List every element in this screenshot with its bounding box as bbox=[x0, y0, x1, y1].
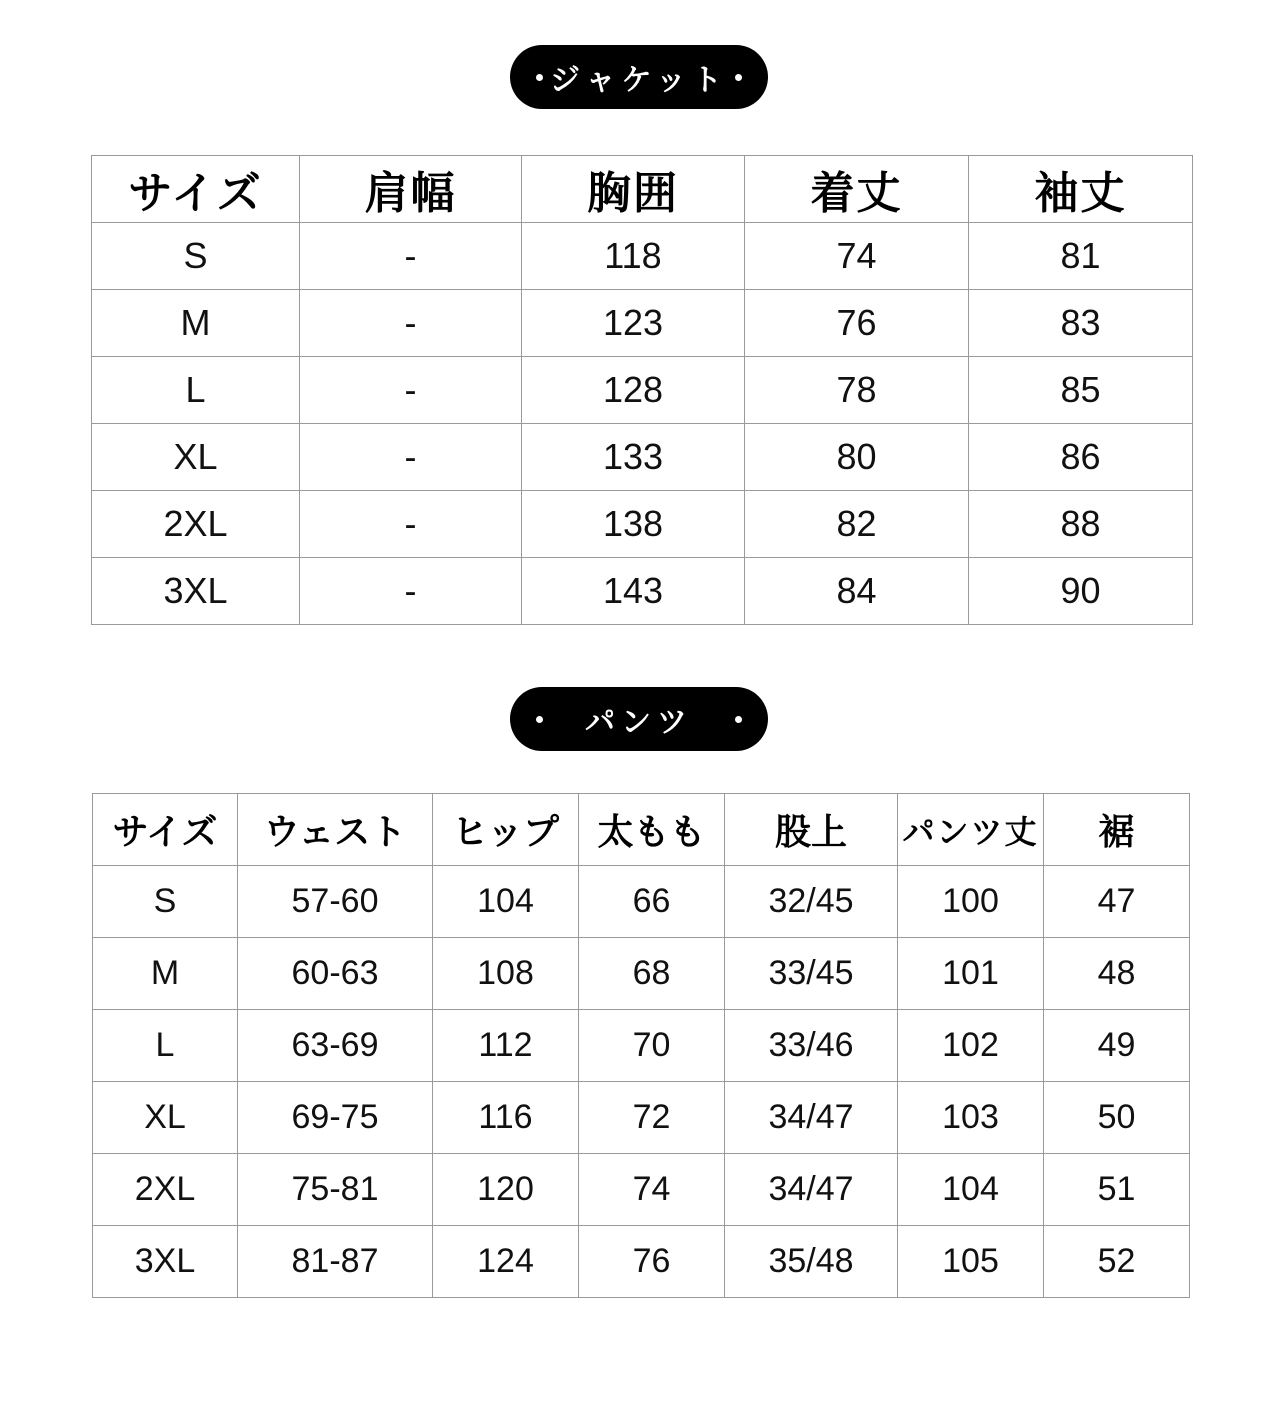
table-cell: 83 bbox=[969, 290, 1193, 357]
table-cell: 102 bbox=[898, 1010, 1044, 1082]
column-header-waist: ウェスト bbox=[238, 794, 433, 866]
table-row bbox=[92, 223, 1193, 290]
table-row bbox=[93, 1010, 1190, 1082]
table-cell: 52 bbox=[1044, 1226, 1190, 1298]
dot-icon bbox=[536, 74, 543, 81]
jacket-size-table bbox=[91, 155, 1193, 625]
column-header-shoulder-width: 肩幅 bbox=[300, 156, 522, 223]
table-cell: 34/47 bbox=[725, 1154, 898, 1226]
table-cell: 105 bbox=[898, 1226, 1044, 1298]
table-cell: 116 bbox=[433, 1082, 579, 1154]
table-cell: 74 bbox=[579, 1154, 725, 1226]
table-cell: 120 bbox=[433, 1154, 579, 1226]
table-cell: 80 bbox=[745, 424, 969, 491]
table-cell: 128 bbox=[522, 357, 745, 424]
table-cell: 51 bbox=[1044, 1154, 1190, 1226]
table-cell: 108 bbox=[433, 938, 579, 1010]
table-cell: 124 bbox=[433, 1226, 579, 1298]
table-cell: L bbox=[93, 1010, 238, 1082]
column-header-thigh: 太もも bbox=[579, 794, 725, 866]
table-row bbox=[93, 938, 1190, 1010]
table-cell: 32/45 bbox=[725, 866, 898, 938]
table-cell: 112 bbox=[433, 1010, 579, 1082]
table-cell: 123 bbox=[522, 290, 745, 357]
jacket-section-title bbox=[510, 45, 768, 109]
column-header-pants-length: パンツ丈 bbox=[898, 794, 1044, 866]
table-cell: 76 bbox=[745, 290, 969, 357]
dot-icon bbox=[735, 74, 742, 81]
table-cell: 104 bbox=[433, 866, 579, 938]
table-row bbox=[92, 290, 1193, 357]
table-cell: 76 bbox=[579, 1226, 725, 1298]
table-cell: 60-63 bbox=[238, 938, 433, 1010]
table-cell: 85 bbox=[969, 357, 1193, 424]
table-row bbox=[93, 1226, 1190, 1298]
column-header-rise: 股上 bbox=[725, 794, 898, 866]
column-header-chest: 胸囲 bbox=[522, 156, 745, 223]
table-cell: 3XL bbox=[92, 558, 300, 625]
table-cell: 33/45 bbox=[725, 938, 898, 1010]
table-cell: XL bbox=[93, 1082, 238, 1154]
table-cell: - bbox=[300, 491, 522, 558]
column-header-sleeve-length: 袖丈 bbox=[969, 156, 1193, 223]
table-header-row bbox=[93, 794, 1190, 866]
dot-icon bbox=[536, 716, 543, 723]
table-row bbox=[92, 424, 1193, 491]
pants-section-title bbox=[510, 687, 768, 751]
table-cell: M bbox=[92, 290, 300, 357]
jacket-title-label: ジャケット bbox=[550, 63, 728, 98]
dot-icon bbox=[735, 716, 742, 723]
table-cell: M bbox=[93, 938, 238, 1010]
table-header-row bbox=[92, 156, 1193, 223]
table-cell: 3XL bbox=[93, 1226, 238, 1298]
table-cell: 75-81 bbox=[238, 1154, 433, 1226]
table-cell: 33/46 bbox=[725, 1010, 898, 1082]
table-cell: 86 bbox=[969, 424, 1193, 491]
table-cell: - bbox=[300, 424, 522, 491]
column-header-length: 着丈 bbox=[745, 156, 969, 223]
table-cell: 81-87 bbox=[238, 1226, 433, 1298]
column-header-size: サイズ bbox=[93, 794, 238, 866]
table-cell: 100 bbox=[898, 866, 1044, 938]
table-cell: 103 bbox=[898, 1082, 1044, 1154]
table-cell: 63-69 bbox=[238, 1010, 433, 1082]
table-cell: 78 bbox=[745, 357, 969, 424]
table-cell: 70 bbox=[579, 1010, 725, 1082]
table-cell: 104 bbox=[898, 1154, 1044, 1226]
table-cell: S bbox=[93, 866, 238, 938]
table-cell: 81 bbox=[969, 223, 1193, 290]
table-cell: - bbox=[300, 223, 522, 290]
table-cell: 82 bbox=[745, 491, 969, 558]
table-row bbox=[93, 866, 1190, 938]
table-cell: 68 bbox=[579, 938, 725, 1010]
table-cell: 2XL bbox=[92, 491, 300, 558]
table-row bbox=[92, 558, 1193, 625]
table-cell: 69-75 bbox=[238, 1082, 433, 1154]
table-cell: 88 bbox=[969, 491, 1193, 558]
table-cell: 143 bbox=[522, 558, 745, 625]
table-cell: 101 bbox=[898, 938, 1044, 1010]
column-header-size: サイズ bbox=[92, 156, 300, 223]
table-cell: 74 bbox=[745, 223, 969, 290]
table-cell: - bbox=[300, 558, 522, 625]
pants-title-label: パンツ bbox=[585, 705, 693, 740]
pants-size-table bbox=[92, 793, 1190, 1298]
table-row bbox=[93, 1154, 1190, 1226]
table-cell: 66 bbox=[579, 866, 725, 938]
table-cell: 2XL bbox=[93, 1154, 238, 1226]
table-cell: 47 bbox=[1044, 866, 1190, 938]
table-cell: 72 bbox=[579, 1082, 725, 1154]
table-row bbox=[92, 491, 1193, 558]
table-cell: 133 bbox=[522, 424, 745, 491]
table-cell: 90 bbox=[969, 558, 1193, 625]
table-cell: 49 bbox=[1044, 1010, 1190, 1082]
table-cell: - bbox=[300, 290, 522, 357]
column-header-hem: 裾 bbox=[1044, 794, 1190, 866]
table-cell: XL bbox=[92, 424, 300, 491]
table-cell: 35/48 bbox=[725, 1226, 898, 1298]
table-row bbox=[93, 1082, 1190, 1154]
table-cell: 138 bbox=[522, 491, 745, 558]
column-header-hip: ヒップ bbox=[433, 794, 579, 866]
table-cell: - bbox=[300, 357, 522, 424]
table-cell: 48 bbox=[1044, 938, 1190, 1010]
table-cell: 34/47 bbox=[725, 1082, 898, 1154]
table-cell: 118 bbox=[522, 223, 745, 290]
table-cell: 84 bbox=[745, 558, 969, 625]
table-row bbox=[92, 357, 1193, 424]
table-cell: L bbox=[92, 357, 300, 424]
table-cell: 50 bbox=[1044, 1082, 1190, 1154]
table-cell: 57-60 bbox=[238, 866, 433, 938]
table-cell: S bbox=[92, 223, 300, 290]
